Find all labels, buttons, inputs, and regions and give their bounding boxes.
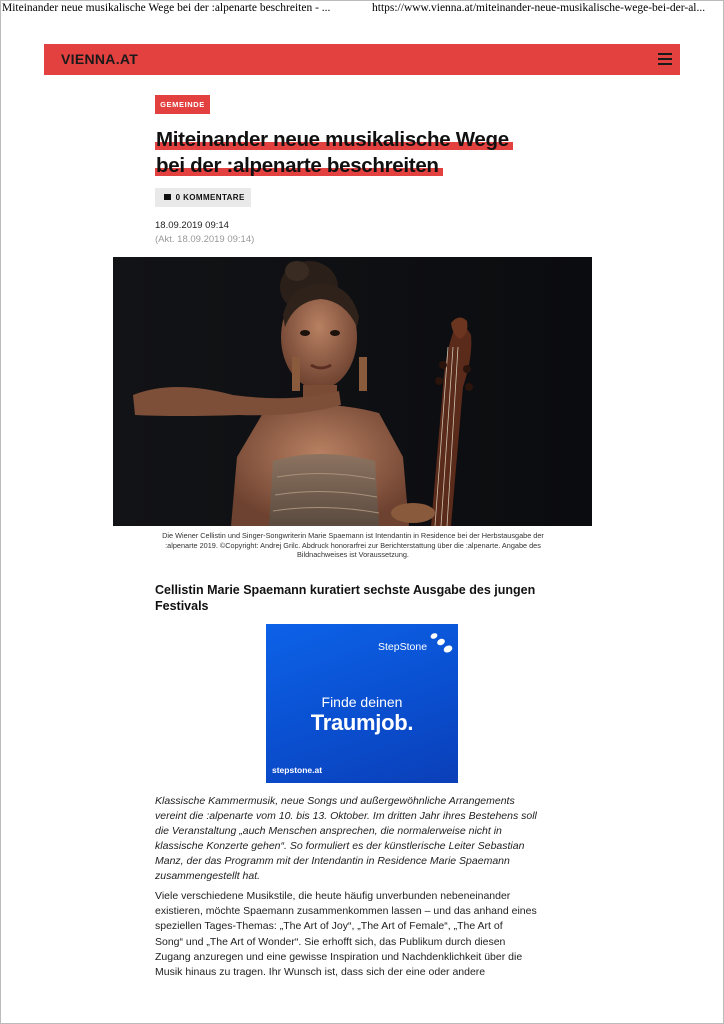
updated-date: (Akt. 18.09.2019 09:14) — [155, 234, 255, 245]
ad-tagline: Traumjob. — [310, 710, 414, 735]
body-line: speziellen Tages-Themas: „The Art of Joy“, „The Art of Female“, „The Art of — [155, 920, 503, 933]
subheading-line: Festivals — [155, 598, 209, 613]
lead-line: die Veranstaltung „auch Menschen ansprechen, die normalerweise nicht in — [155, 825, 502, 837]
lead-line: klassische Konzerte gehen“. So formuliert es der künstlerische Leiter Sebastian — [155, 840, 525, 852]
print-page-title: Miteinander neue musikalische Wege bei der :alpenarte beschreiten - ... — [2, 2, 331, 14]
lead-line: vereint die :alpenarte vom 10. bis 13. Oktober. Im dritten Jahr ihres Bestehens soll — [155, 810, 537, 822]
ad-brand-name: StepStone — [378, 641, 428, 653]
category-badge[interactable]: GEMEINDE — [155, 95, 210, 114]
body-line: Musik hinaus zu tragen. Ihr Wunsch ist, dass sich der eine oder andere — [155, 966, 486, 979]
body-line: existieren, möchte Spaemann zusammenkommen lassen – und das anhand eines — [155, 905, 537, 918]
stepstone-ad-banner[interactable] — [266, 624, 458, 783]
body-line: Zugang anzuregen und eine gewisse Inspiration und Nachdenklichkeit über die — [155, 950, 523, 963]
headline-line: Miteinander neue musikalische Wege — [155, 127, 513, 153]
headline-line: bei der :alpenarte beschreiten — [155, 153, 443, 179]
comments-label: 0 KOMMENTARE — [175, 193, 245, 202]
hero-photo — [113, 257, 592, 526]
ad-headline: Finde deinen — [321, 694, 403, 710]
ad-url[interactable]: stepstone.at — [272, 765, 323, 775]
body-line: Song“ und „The Art of Wonder“. Sie erhofft sich, das Publikum durch diesen — [155, 935, 506, 948]
publish-date: 18.09.2019 09:14 — [155, 220, 229, 231]
comments-button[interactable] — [155, 188, 251, 207]
lead-line: zusammengestellt hat. — [155, 870, 261, 882]
lead-line: Manz, der das Programm mit der Intendantin in Residence Marie Spaemann — [155, 855, 510, 867]
body-line: Viele verschiedene Musikstile, die heute häufig unverbunden nebeneinander — [155, 890, 511, 902]
subheading-line: Cellistin Marie Spaemann kuratiert sechste Ausgabe des jungen — [155, 583, 536, 597]
hamburger-menu-icon[interactable] — [658, 53, 672, 65]
print-page-url: https://www.vienna.at/miteinander-neue-musikalische-wege-bei-der-al... — [372, 2, 706, 14]
print-header — [0, 0, 724, 18]
photo-caption — [120, 531, 586, 560]
lead-line: Klassische Kammermusik, neue Songs und außergewöhnliche Arrangements — [155, 795, 515, 807]
caption-line: :alpenarte 2019. ©Copyright: Andrej Grilc. Abdruck honorarfrei zur Berichterstattung über die :alpenarte. Angabe des — [165, 540, 541, 550]
article-lead — [155, 794, 575, 884]
article-headline — [155, 127, 585, 179]
article-subheading — [155, 583, 555, 614]
caption-line: Bildnachweises ist Voraussetzung. — [297, 550, 409, 559]
comment-icon — [164, 194, 171, 200]
site-logo[interactable]: VIENNA.AT — [61, 51, 139, 67]
site-header-bar — [44, 44, 680, 75]
stepstone-logo-icon — [426, 629, 456, 659]
article-body — [155, 889, 575, 980]
caption-line: Die Wiener Cellistin und Singer-Songwriterin Marie Spaemann ist Intendantin in Residence bei der Herbstausgabe der — [162, 531, 544, 540]
